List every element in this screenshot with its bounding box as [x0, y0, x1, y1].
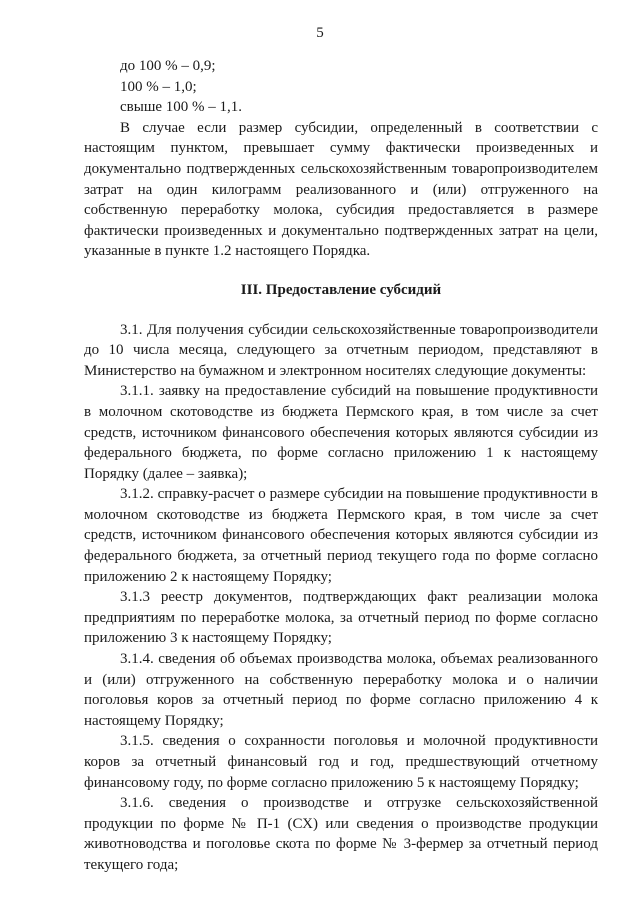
- section-heading: III. Предоставление субсидий: [240, 281, 442, 298]
- document-body: [84, 56, 598, 876]
- intro-paragraph: В случае если размер субсидии, определенный в соответствии с настоящим пунктом, превышает сумму фактически произведенных и документально подтвержденных сельскохозяйственным товаропроизводителем затрат на один килограмм реализованного и (или) отгруженного на собственную переработку молока, субсидия предоставляется в размере фактически произведенных и документально подтвержденных затрат на цели, указанные в пункте 1.2 настоящего Порядка.: [84, 119, 598, 260]
- coefficient-line: 100 % – 1,0;: [120, 78, 197, 95]
- page-number: 5: [316, 25, 324, 41]
- paragraph-3-1-2: 3.1.2. справку-расчет о размере субсидии на повышение продуктивности в молочном скотоводстве из бюджета Пермского края, в том числе за счет средств, источником финансового обеспечения которых являются субсидии из федерального бюджета, за отчетный период текущего года по форме согласно приложению 2 к настоящему Порядку;: [84, 486, 598, 585]
- paragraph-3-1: 3.1. Для получения субсидии сельскохозяйственные товаропроизводители до 10 числа месяца, следующего за отчетным периодом, представляют в Министерство на бумажном и электронном носителях следующие документы:: [84, 321, 598, 379]
- paragraph-3-1-1: 3.1.1. заявку на предоставление субсидий на повышение продуктивности в молочном скотоводстве из бюджета Пермского края, в том числе за счет средств, источником финансового обеспечения которых являются субсидии из федерального бюджета, по форме согласно приложению 1 к настоящему Порядку (далее – заявка);: [84, 383, 598, 482]
- paragraph-3-1-4: 3.1.4. сведения об объемах производства молока, объемах реализованного и (или) отгруженного на собственную переработку молока и о наличии поголовья коров за отчетный период по форме согласно приложению 4 к настоящему Порядку;: [84, 651, 598, 729]
- paragraph-3-1-5: 3.1.5. сведения о сохранности поголовья и молочной продуктивности коров за отчетный финансовый год и год, предшествующий отчетному финансовому году, по форме согласно приложению 5 к настоящему Порядку;: [84, 733, 598, 791]
- coefficient-line: свыше 100 % – 1,1.: [120, 99, 243, 116]
- coefficient-line: до 100 % – 0,9;: [120, 58, 216, 74]
- paragraph-3-1-6: 3.1.6. сведения о производстве и отгрузке сельскохозяйственной продукции по форме № П-1 (СХ) или сведения о производстве продукции животноводства и поголовье скота по форме № 3-фермер за отчетный период текущего года;: [84, 795, 598, 873]
- paragraph-3-1-3: 3.1.3 реестр документов, подтверждающих факт реализации молока предприятиям по переработке молока, за отчетный период по форме согласно приложению 3 к настоящему Порядку;: [84, 589, 598, 647]
